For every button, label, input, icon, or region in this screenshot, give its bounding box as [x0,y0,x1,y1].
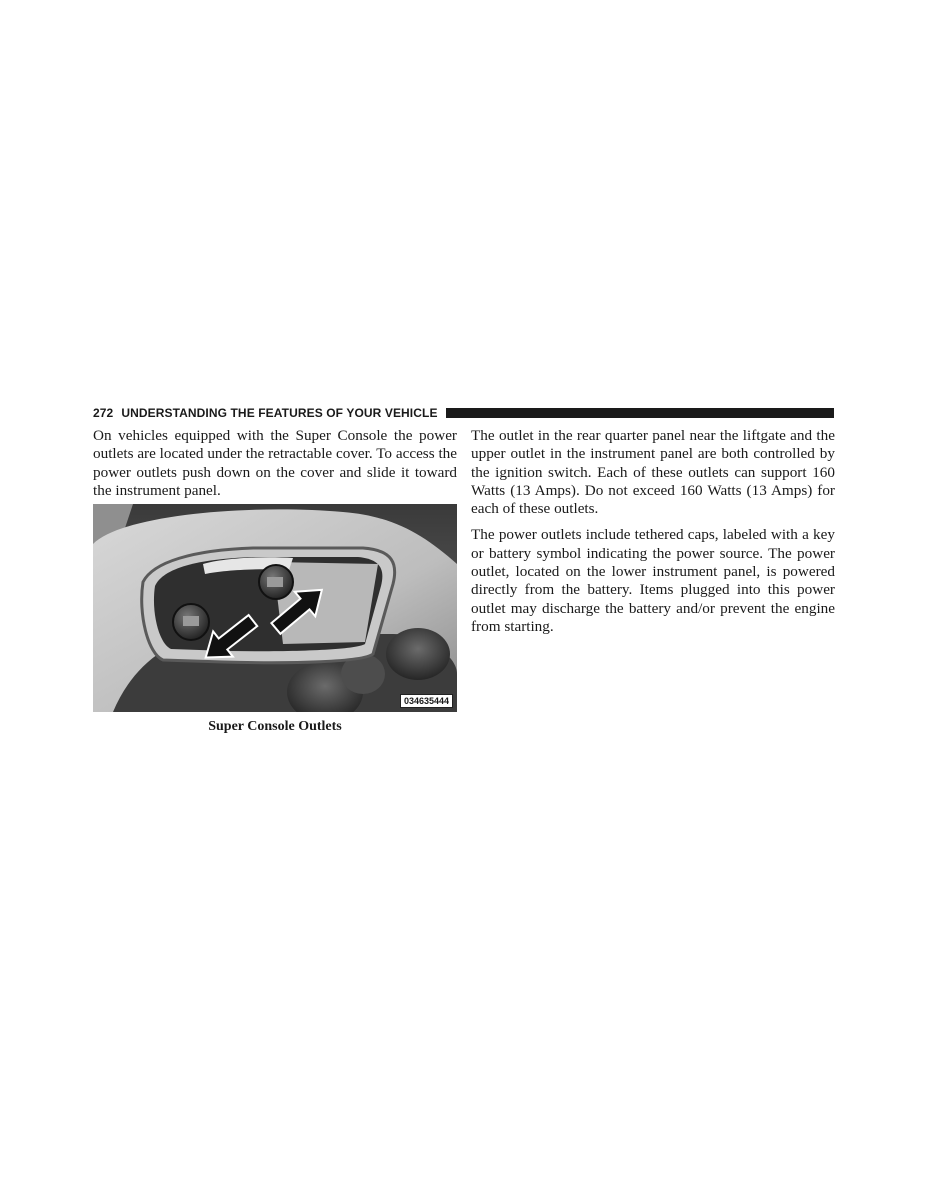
section-title: UNDERSTANDING THE FEATURES OF YOUR VEHICLE [121,406,438,420]
figure-code: 034635444 [400,694,453,708]
page-number: 272 [93,406,114,420]
figure-caption: Super Console Outlets [208,719,342,734]
header-rule [446,408,834,418]
intro-paragraph: On vehicles equipped with the Super Console the power outlets are located under the retractable cover. To access the power outlets push down on the cover and slide it toward the instrument panel. [93,427,457,499]
console-outlets-photo [93,504,457,712]
tethered-caps-paragraph: The power outlets include tethered caps, labeled with a key or battery symbol indicating the power source. The power outlet, located on the lower instrument panel, is powered directly from the battery. Items plugged into this power outlet may discharge the battery and/or prevent the engine from starting. [471,526,835,635]
right-column [471,427,835,636]
left-column [93,427,457,500]
outlet-power-paragraph: The outlet in the rear quarter panel near the liftgate and the upper outlet in the instrument panel are both controlled by the ignition switch. Each of these outlets can support 160 Watts (13 Amps). Do not exceed 160 Watts (13 Amps) for each of these outlets. [471,427,835,518]
console-illustration [93,504,457,712]
page-header [93,405,834,421]
